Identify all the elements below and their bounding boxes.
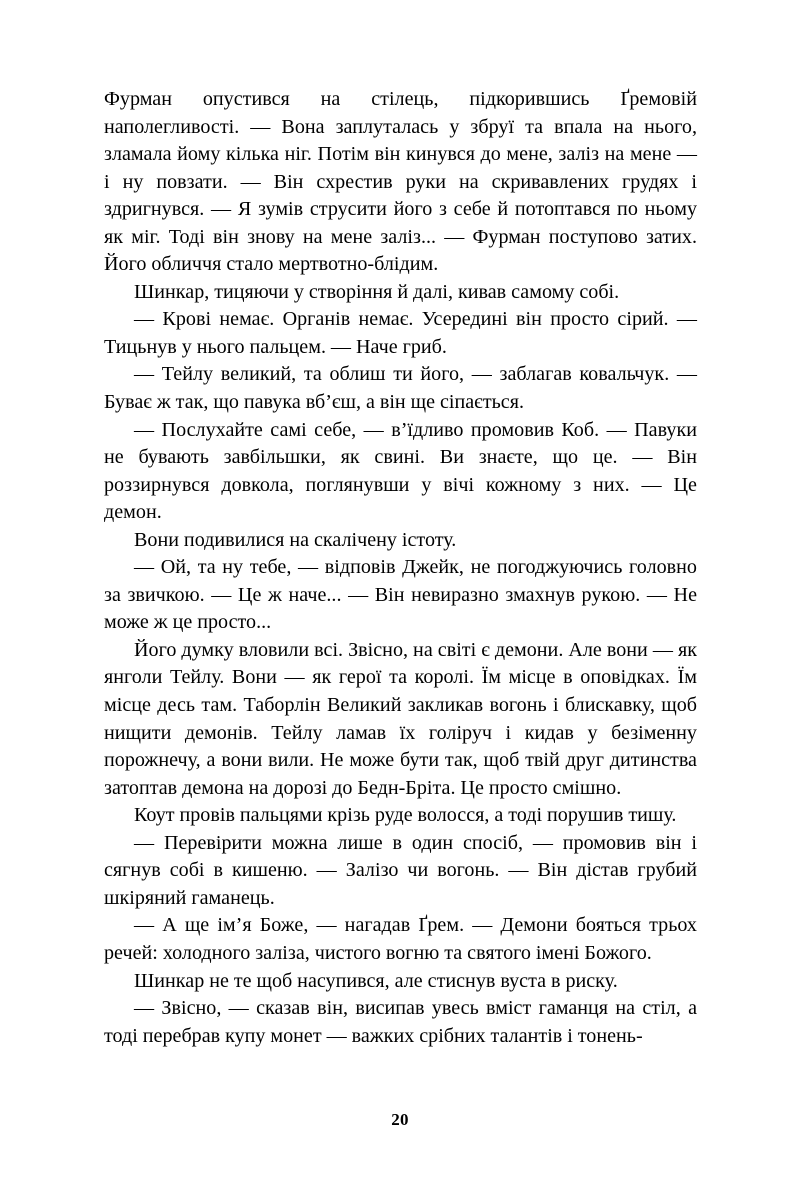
paragraph: Його думку вловили всі. Звісно, на світі є демони. Але вони — як янголи Тейлу. Вони — як герої та королі. Їм місце в оповідках. Їм місце десь там. Таборлін Великий закликав вогонь і блискавку, щоб нищити демонів. Тейлу ламав їх голіруч і кидав у безіменну порожнечу, а вони вили. Не може бути так, щоб твій друг дитинства затоптав демона на дорозі до Бедн-Бріта. Це просто смішно.	[104, 638, 697, 799]
paragraph: Шинкар не те щоб насупився, але стиснув вуста в риску.	[134, 969, 618, 992]
paragraph: — Тейлу великий, та облиш ти його, — заблагав ковальчук. — Буває ж так, що павука вб’єш, а він ще сіпається.	[104, 363, 697, 414]
paragraph: — Послухайте самі себе, — в’їдливо промовив Коб. — Павуки не бувають завбільшки, як свині. Ви знаєте, що це. — Він роззирнувся довкола, поглянувши у вічі кожному з них. — Це демон.	[104, 418, 697, 524]
page-text-block	[104, 86, 697, 1050]
paragraph: Шинкар, тицяючи у створіння й далі, кивав самому собі.	[134, 280, 620, 303]
paragraph: Вони подивилися на скалічену істоту.	[134, 528, 457, 551]
paragraph: — Звісно, — сказав він, висипав увесь вміст гаманця на стіл, а тоді перебрав купу монет — важких срібних талантів і тонень-	[104, 997, 697, 1047]
paragraph: Фурман опустився на стілець, підкорившись Ґремовій наполегливості. — Вона заплуталась у збруї та впала на нього, зламала йому кілька ніг. Потім він кинувся до мене, заліз на мене — і ну повзати. — Він схрестив руки на скривавлених грудях і здригнувся. — Я зумів струсити його з себе й потоптався по ньому як міг. Тоді він знову на мене заліз... — Фурман поступово затих. Його обличчя стало мертвотно-блідим.	[104, 88, 697, 276]
paragraph: — Крові немає. Органів немає. Усередині він просто сірий. — Тицьнув у нього пальцем. — Наче гриб.	[104, 308, 697, 358]
paragraph: — А ще ім’я Боже, — нагадав Ґрем. — Демони бояться трьох речей: холодного заліза, чистого вогню та святого імені Божого.	[104, 914, 697, 964]
paragraph: — Ой, та ну тебе, — відповів Джейк, не погоджуючись головно за звичкою. — Це ж наче... — Він невиразно змахнув рукою. — Не може ж це просто...	[104, 556, 697, 634]
page-number: 20	[391, 1110, 409, 1129]
paragraph: Коут провів пальцями крізь руде волосся, а тоді порушив тишу.	[134, 804, 677, 827]
paragraph: — Перевірити можна лише в один спосіб, — промовив він і сягнув собі в кишеню. — Залізо чи вогонь. — Він дістав грубий шкіряний гаманець.	[104, 831, 697, 909]
